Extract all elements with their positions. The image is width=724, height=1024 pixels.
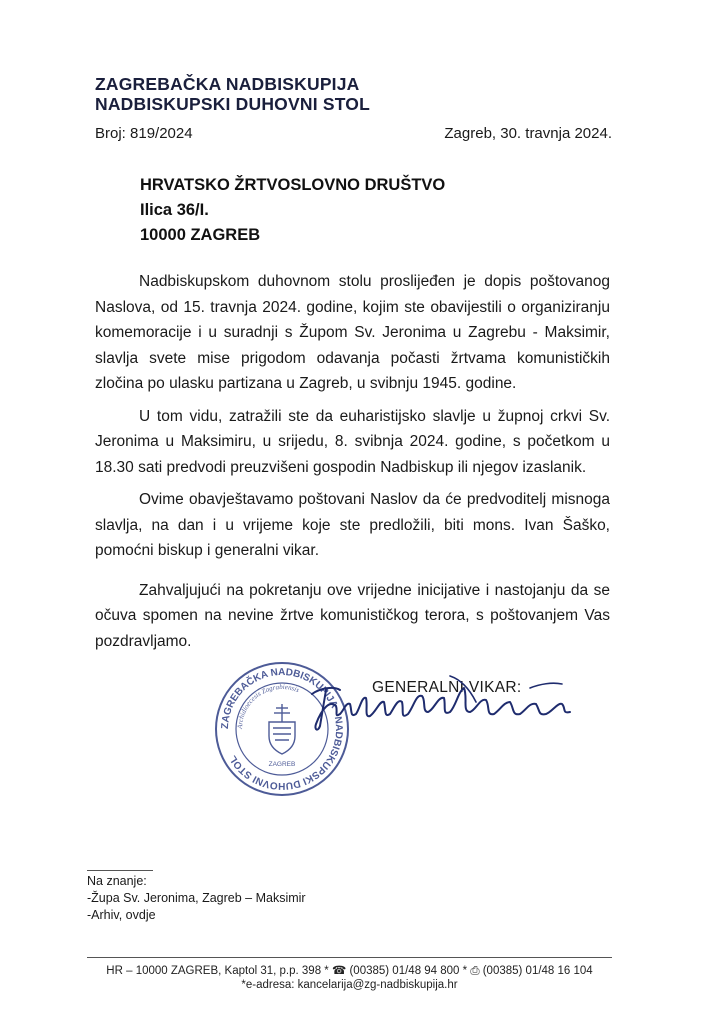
paragraph-2: U tom vidu, zatražili ste da euharistijsko slavlje u župnoj crkvi Sv. Jeronima u Maksimiru, u srijedu, 8. svibnja 2024. godine, s početkom u 18.30 sati predvodi preuzvišeni gospodin Nadbiskup ili njegov izaslanik.	[95, 407, 610, 476]
signature-title: GENERALNI VIKAR:	[372, 679, 522, 696]
stamp-outer-text: ZAGREBAČKA NADBISKUPIJA · NADBISKUPSKI DUHOVNI STOL	[219, 666, 345, 792]
letter-body	[95, 269, 610, 654]
notice-divider	[87, 870, 153, 871]
letterhead-line-2: NADBISKUPSKI DUHOVNI STOL	[95, 94, 370, 114]
notice-item-2: -Arhiv, ovdje	[87, 908, 156, 922]
notice-item-1: -Župa Sv. Jeronima, Zagreb – Maksimir	[87, 891, 306, 905]
recipient-street: Ilica 36/I.	[140, 201, 209, 219]
notice-title: Na znanje:	[87, 874, 147, 888]
letterhead-line-1: ZAGREBAČKA NADBISKUPIJA	[95, 74, 360, 94]
handwritten-signature	[300, 668, 580, 738]
stamp-coat-of-arms-icon	[269, 704, 295, 754]
paragraph-3: Ovime obavještavamo poštovani Naslov da će predvoditelj misnoga slavlja, na dan i u vrijeme koje ste predložili, biti mons. Ivan Šaško, pomoćni biskup i generalni vikar.	[95, 491, 610, 559]
footer-email: *e-adresa: kancelarija@zg-nadbiskupija.hr	[241, 979, 458, 991]
recipient-city: 10000 ZAGREB	[140, 226, 261, 244]
reference-number: Broj: 819/2024	[95, 125, 193, 142]
stamp-center-text: ZAGREB	[268, 761, 296, 768]
paragraph-4: Zahvaljujući na pokretanju ove vrijedne inicijative i nastojanju da se očuva spomen na nevine žrtve komunističkog terora, s poštovanjem Vas pozdravljamo.	[95, 581, 610, 650]
paragraph-1: Nadbiskupskom duhovnom stolu proslijeđen je dopis poštovanog Naslova, od 15. travnja 2024. godine, kojim ste obavijestili o organiziranju komemoracije i u suradnji s Župom Sv. Jeronima u Zagrebu - Maksimir, slavlja svete mise prigodom odavanja počasti žrtvama komunističkih zločina po ulasku partizana u Zagreb, u svibnju 1945. godine.	[95, 273, 610, 392]
footer-divider	[87, 957, 612, 958]
stamp-inner-text: Archidioecesis Zagrabiensis	[235, 682, 301, 730]
place-date: Zagreb, 30. travnja 2024.	[444, 125, 612, 142]
recipient-name: HRVATSKO ŽRTVOSLOVNO DRUŠTVO	[140, 176, 446, 194]
footer-contact: HR – 10000 ZAGREB, Kaptol 31, p.p. 398 * ☎ (00385) 01/48 94 800 * ⎙ (00385) 01/48 16 104	[106, 965, 593, 977]
